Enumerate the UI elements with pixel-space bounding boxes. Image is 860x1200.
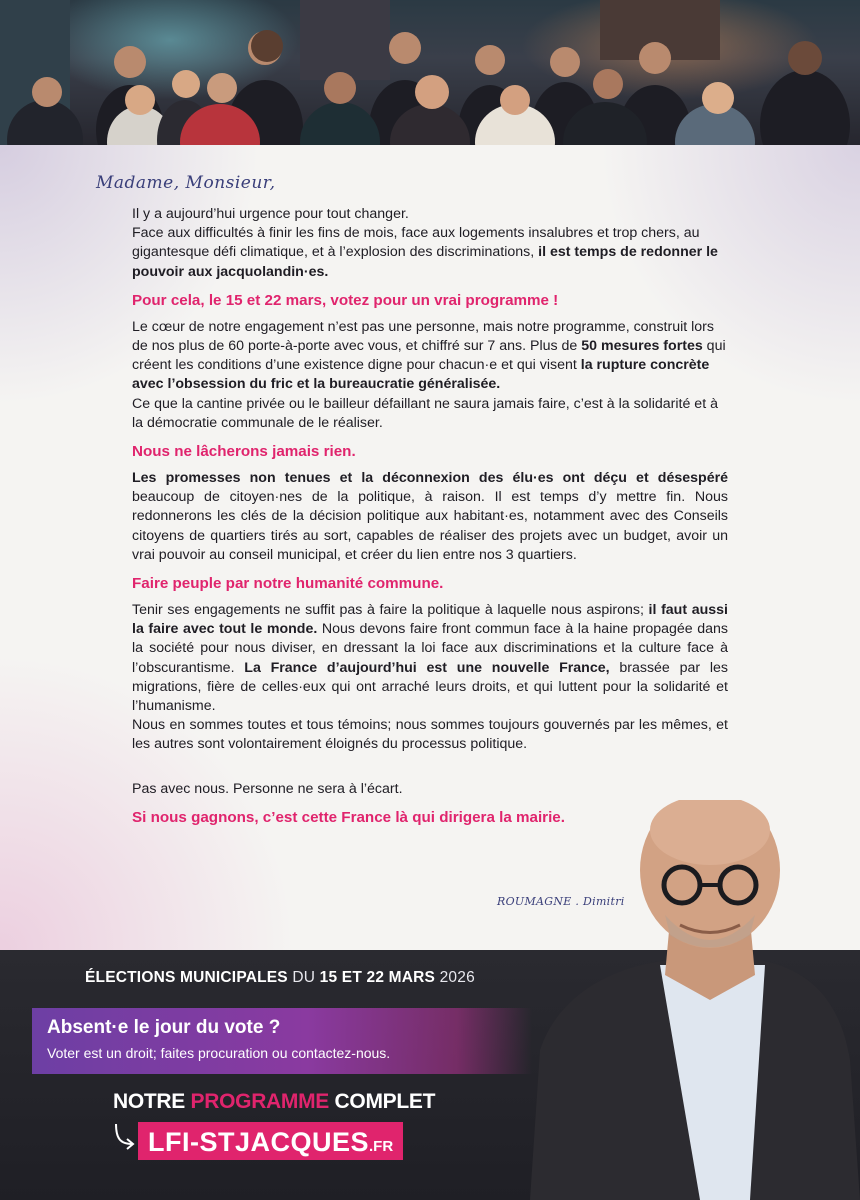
group-photo xyxy=(0,0,860,145)
heading-victory: Si nous gagnons, c’est cette France là qui dirigera la mairie. xyxy=(132,808,565,826)
intro-line-1: Il y a aujourd’hui urgence pour tout changer. xyxy=(132,206,409,222)
paragraph-solidarity: Ce que la cantine privée ou le bailleur défaillant ne saura jamais faire, c’est à la solidarité et à la démocratie communale de le réaliser. xyxy=(132,395,718,431)
curved-arrow-icon xyxy=(112,1122,136,1152)
programme-headline: NOTRE PROGRAMME COMPLET xyxy=(113,1090,436,1113)
absent-title: Absent·e le jour du vote ? xyxy=(47,1017,281,1038)
signature: ROUMAGNE . Dimitri xyxy=(497,895,625,908)
elections-dates: ÉLECTIONS MUNICIPALES DU 15 ET 22 MARS 2026 xyxy=(85,969,475,986)
website-link[interactable]: LFI-STJACQUES.FR xyxy=(138,1122,403,1160)
absent-banner xyxy=(32,1008,532,1074)
candidate-portrait xyxy=(520,800,860,1200)
absent-text: Voter est un droit; faites procuration ou contactez-nous. xyxy=(47,1045,391,1061)
heading-never-give-up: Nous ne lâcherons jamais rien. xyxy=(132,443,356,461)
closing-line: Pas avec nous. Personne ne sera à l’écart. xyxy=(132,780,403,797)
intro-line-2: Face aux difficultés à finir les fins de mois, face aux logements insalubres et trop chers, au gigantesque défi climatique, et à l’explosion des discriminations, il est temps de redonner le pouvoir aux jacquolandin·es. xyxy=(132,225,718,280)
heading-vote: Pour cela, le 15 et 22 mars, votez pour un vrai programme ! xyxy=(132,291,559,309)
salutation: Madame, Monsieur, xyxy=(96,173,276,193)
paragraph-commitments: Tenir ses engagements ne suffit pas à faire la politique à laquelle nous aspirons; il faut aussi la faire avec tout le monde. Nous devons faire front commun face à la haine propagée dans la société pour nous diviser, en dressant la loi face aux discriminations et la culture face à l’obscurantisme. La France d’aujourd’hui est une nouvelle France, brassée par les migrations, fière de celles·eux qui ont arraché leurs droits, et qui luttent pour la solidarité et l’humanisme. xyxy=(132,602,728,715)
heading-humanity: Faire peuple par notre humanité commune. xyxy=(132,575,444,593)
paragraph-programme: Le cœur de notre engagement n’est pas une personne, mais notre programme, construit lors de nos plus de 60 porte-à-porte avec vous, et chiffré sur 7 ans. Plus de 50 mesures fortes qui créent les conditions d’une existence digne pour chacun·e et qui visent la rupture concrète avec l’obsession du fric et la bureaucratie généralisée. xyxy=(132,318,726,393)
group-photo-people xyxy=(0,0,860,145)
letter-body xyxy=(132,205,728,835)
paragraph-witnesses: Nous en sommes toutes et tous témoins; nous sommes toujours gouvernés par les mêmes, et les autres sont volontairement éloignés du processus politique. xyxy=(132,717,728,753)
paragraph-democracy: Les promesses non tenues et la déconnexion des élu·es ont déçu et désespéré beaucoup de citoyen·nes de la politique, à raison. Il est temps d’y mettre fin. Nous redonnerons les clés de la décision politique aux habitant·es, notamment avec des Conseils citoyens de quartiers tirés au sort, capables de réaliser des projets avec un budget, avoir un vrai pouvoir au conseil municipal, et créer du lien entre nos 3 quartiers. xyxy=(132,470,728,563)
